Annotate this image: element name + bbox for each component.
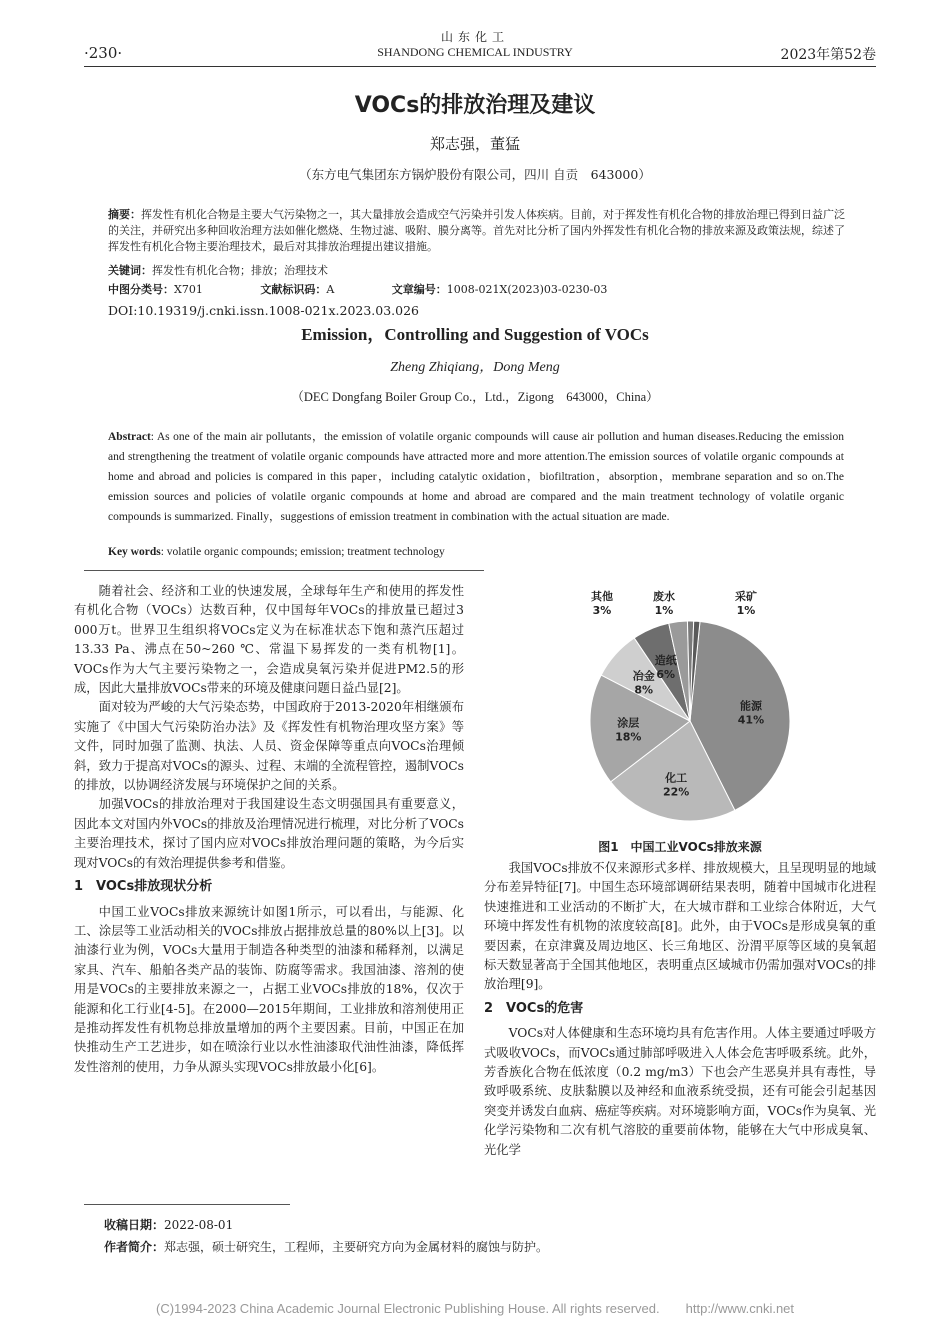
pie-value-label: 41% [737,713,765,727]
pie-label: 冶金 [632,669,655,683]
paragraph: 加强VOCs的排放治理对于我国建设生态文明强国具有重要意义，因此本文对国内外VOCs的排放及治理情况进行梳理，对比分析了VOCs主要治理技术，探讨了国内应对VOCs排放治理问题的策略，为今后实现对VOCs的有效治理提供参考和借鉴。 [74,797,464,870]
abstract-cn-text: 挥发性有机化合物是主要大气污染物之一，其大量排放会造成空气污染并引发人体疾病。目前，对于挥发性有机化合物的排放治理已得到日益广泛的关注，并研究出多种回收治理方法如催化燃烧、生物过滤、吸附、膜分离等。首先对比分析了国内外挥发性有机化合物的排放来源及政策法规，综述了挥发性有机化合物主要治理技术，最后对其排放治理提出建议措施。 [108,208,845,253]
abstract-separator [84,570,484,571]
pie-value-label: 22% [662,785,690,799]
keywords-en-text: : volatile organic compounds; emission; treatment technology [160,546,445,558]
affiliation-en: （DEC Dongfang Boiler Group Co.，Ltd.，Zigong 643000，China） [291,390,659,404]
article-number-label: 文章编号： [391,283,447,296]
paragraph: 随着社会、经济和工业的快速发展，全球每年生产和使用的挥发性有机化合物（VOCs）达数百种，仅中国每年VOCs的排放量已超过3 000万t。世界卫生组织将VOCs定义为在标准状态下饱和蒸汽压超过13.33 Pa、沸点在50~260 ℃、常温下易挥发的一类有机物[1]。VOCs作为大气主要污染物之一，会造成臭氧污染并促进PM2.5的形成，因此大量排放VOCs带来的环境及健康问题日益凸显[2]。 [74,584,464,696]
pie-label: 能源 [739,699,762,713]
body-right-column [484,859,876,1160]
pie-label: 废水 [653,590,675,603]
article-number-value: 1008-021X(2023)03-0230-03 [446,283,608,296]
page-number: ·230· [84,44,123,62]
bio-value: 郑志强，硕士研究生，工程师，主要研究方向为金属材料的腐蚀与防护。 [164,1240,549,1254]
keywords-cn-text: 挥发性有机化合物；排放；治理技术 [152,264,328,277]
received-date [104,1216,233,1233]
footnote-rule [84,1204,290,1205]
paragraph: 我国VOCs排放不仅来源形式多样、排放规模大，且呈现明显的地域分布差异特征[7]。中国生态环境部调研结果表明，随着中国城市化进程快速推进和工业活动的不断扩大，在大城市群和工业综合体附近，大气环境中挥发性有机物的浓度较高[8]。此外，由于VOCs是形成臭氧的重要因素，在京津冀及周边地区、长三角地区、汾渭平原等区域的臭氧超标天数显著高于全国其他地区，表明重点区域城市仍需加强对VOCs的排放治理[9]。 [484,861,876,992]
pie-label: 造纸 [654,653,677,667]
author-bio [104,1238,548,1255]
section-heading-1: 1 VOCs排放现状分析 [74,879,213,895]
paragraph: VOCs对人体健康和生态环境均具有危害作用。人体主要通过呼吸方式吸收VOCs，而VOCs通过肺部呼吸进入人体会危害呼吸系统。此外，芳香族化合物在低浓度（0.2 mg/m3）下也会产生恶臭并具有毒性，导致呼吸系统、皮肤黏膜以及神经和血液系统受损，还有可能会引起基因突变并诱发白血病、癌症等疾病。对环境影响方面，VOCs作为臭氧、光化学污染物和二次有机气溶胶的重要前体物，能够在大气中形成臭氧、光化学 [484,1026,876,1157]
pie-chart [560,586,820,831]
pie-value-label: 3% [592,604,612,617]
pie-label: 其他 [591,590,613,603]
keywords-en [108,546,844,558]
issue-label: 2023年第52卷 [780,47,876,63]
pie-value-label: 8% [634,683,654,697]
affiliation-cn: （东方电气集团东方锅炉股份有限公司，四川 自贡 643000） [299,167,651,182]
pie-label: 化工 [665,771,688,785]
copyright-notice: (C)1994-2023 China Academic Journal Electronic Publishing House. All rights reserved. http://www.cnki.net [155,1301,795,1316]
authors-en: Zheng Zhiqiang，Dong Meng [390,360,560,375]
abstract-en [108,427,844,527]
doc-code-label: 文献标识码： [260,283,327,296]
section-heading-2: 2 VOCs的危害 [484,1000,584,1016]
abstract-cn [108,207,848,255]
paragraph: 面对较为严峻的大气污染态势，中国政府于2013-2020年相继颁布实施了《中国大气污染防治办法》及《挥发性有机物治理攻坚方案》等文件，同时加强了监测、执法、人员、资金保障等重点向VOCs治理倾斜，致力于提高对VOCs的源头、过程、末端的全流程管控，遏制VOCs的排放，以协调经济发展与环境保护之间的关系。 [74,700,464,793]
pie-value-label: 6% [656,667,676,681]
keywords-en-label: Key words [108,546,161,558]
bio-label: 作者简介： [104,1240,165,1254]
doi: DOI:10.19319/j.cnki.issn.1008-021x.2023.03.026 [108,303,420,318]
abstract-en-text: : As one of the main air pollutants，the emission of volatile organic compounds will cause air pollution and human diseases.Reducing the emission and strengthening the treatment of volatile organic compounds have attracted more and more attention.The emission sources of volatile organic compounds at home and abroad and policies is compared in this paper，including catalytic oxidation，biofiltration，absorption，membrane separation and so on.The emission sources and policies of volatile organic compounds at home and abroad are compared and the main treatment technology of volatile organic compounds is summarized. Finally，suggestions of emission treatment in combination with the actual situation are made. [108,431,844,523]
body-left-column [74,582,464,1077]
journal-name-cn: 山东化工 [440,30,509,44]
authors-cn: 郑志强，董猛 [429,135,520,153]
pie-value-label: 18% [615,730,642,744]
paragraph: 中国工业VOCs排放来源统计如图1所示，可以看出，与能源、化工、涂层等工业活动相关的VOCs排放占据排放总量的80%以上[3]。以油漆行业为例，VOCs大量用于制造各种类型的油漆和稀释剂，以满足家具、汽车、船舶各类产品的装饰、防腐等需求。我国油漆、溶剂的使用是VOCs的主要排放来源之一，占据工业VOCs排放的18%，仅次于能源和化工行业[4-5]。在2000—2015年期间，工业排放和溶剂使用正是推动挥发性有机物总排放量增加的两个主要因素。目前，中国正在加快推动生产工艺进步，如在喷涂行业以水性油漆取代油性油漆，降低挥发性溶剂的使用，力争从源头实现VOCs排放最小化[6]。 [74,904,464,1074]
abstract-cn-label: 摘要： [108,208,141,221]
received-label: 收稿日期： [104,1218,165,1232]
pie-value-label: 1% [736,604,756,617]
clc-label: 中图分类号： [108,283,174,296]
pie-label: 采矿 [735,590,757,603]
keywords-cn [108,263,848,279]
pie-label: 涂层 [617,716,640,730]
journal-name-en: SHANDONG CHEMICAL INDUSTRY [377,45,573,59]
article-title-en: Emission，Controlling and Suggestion of VOCs [301,325,649,344]
header-rule [84,66,876,67]
keywords-cn-label: 关键词： [108,264,152,277]
doc-code-value: A [326,283,335,296]
received-value: 2022-08-01 [164,1218,234,1232]
clc-value: X701 [174,283,203,296]
pie-value-label: 1% [654,604,674,617]
abstract-en-label: Abstract [108,431,151,443]
classification-line [108,282,848,298]
article-title-cn: VOCs的排放治理及建议 [354,93,596,118]
figure-caption: 图1 中国工业VOCs排放来源 [598,840,762,854]
